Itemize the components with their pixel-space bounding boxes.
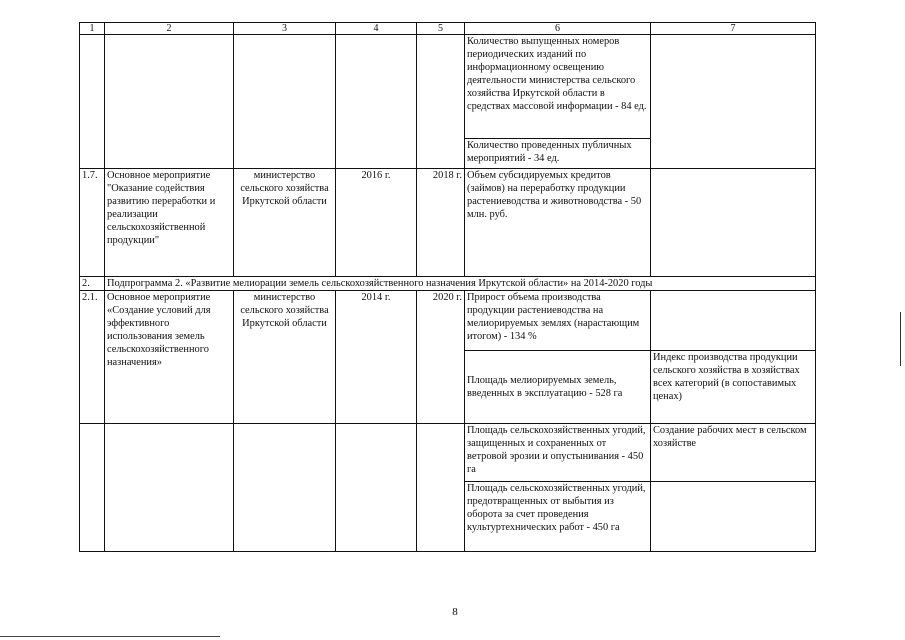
header-cell-3: 3 [234,23,336,35]
table-row [80,424,816,482]
table-row [80,291,816,351]
cell-empty [417,35,465,169]
header-row [80,23,816,35]
indicator-cell: Площадь сельскохозяйственных угодий, предотвращенных от выбытия из оборота за счет проведения культуртехнических работ - 450 га [465,482,651,552]
header-cell-2: 2 [105,23,234,35]
cell-empty [651,482,816,552]
executor: министерство сельского хозяйства Иркутской области [234,291,336,424]
indicator-cell: Объем субсидируемых кредитов (займов) на переработку продукции растениеводства и животноводства - 50 млн. руб. [465,169,651,277]
table-row [80,169,816,277]
cell-empty [336,35,417,169]
cell-empty [336,424,417,552]
result-cell: Индекс производства продукции сельского хозяйства в хозяйствах всех категорий (в сопоставимых ценах) [651,351,816,424]
row-number: 2. [80,277,105,291]
scan-edge-mark [900,312,901,366]
indicator-cell: Площадь сельскохозяйственных угодий, защищенных и сохраненных от ветровой эрозии и опустынивания - 450 га [465,424,651,482]
header-cell-1: 1 [80,23,105,35]
indicator-cell: Площадь мелиорируемых земель, введенных в эксплуатацию - 528 га [465,351,651,424]
header-cell-6: 6 [465,23,651,35]
table-row [80,35,816,139]
program-table [79,22,816,552]
cell-empty [80,424,105,552]
indicator-cell: Количество проведенных публичных мероприятий - 34 ед. [465,139,651,169]
cell-empty [234,424,336,552]
activity-name: Основное мероприятие «Создание условий для эффективного использования земель сельскохозяйственного назначения» [105,291,234,424]
cell-empty [80,35,105,169]
row-number: 2.1. [80,291,105,424]
subprogram-title: Подпрограмма 2. «Развитие мелиорации земель сельскохозяйственного назначения Иркутской области» на 2014-2020 годы [105,277,816,291]
cell-empty [105,424,234,552]
end-year: 2018 г. [417,169,465,277]
end-year: 2020 г. [417,291,465,424]
cell-empty [651,291,816,351]
page-number: 8 [452,606,458,618]
executor: министерство сельского хозяйства Иркутской области [234,169,336,277]
cell-empty [105,35,234,169]
start-year: 2014 г. [336,291,417,424]
indicator-cell: Количество выпущенных номеров периодических изданий по информационному освещению деятельности министерства сельского хозяйства Иркутской области в средствах массовой информации - 84 ед. [465,35,651,139]
activity-name: Основное мероприятие "Оказание содействия развитию переработки и реализации сельскохозяйственной продукции" [105,169,234,277]
indicator-cell: Прирост объема производства продукции растениеводства на мелиорируемых землях (нарастающим итогом) - 134 % [465,291,651,351]
cell-empty [417,424,465,552]
start-year: 2016 г. [336,169,417,277]
subprogram-row [80,277,816,291]
header-cell-5: 5 [417,23,465,35]
cell-empty [651,35,816,169]
scan-bottom-rule [0,636,220,637]
cell-empty [234,35,336,169]
row-number: 1.7. [80,169,105,277]
header-cell-7: 7 [651,23,816,35]
result-cell: Создание рабочих мест в сельском хозяйстве [651,424,816,482]
cell-empty [651,169,816,277]
header-cell-4: 4 [336,23,417,35]
